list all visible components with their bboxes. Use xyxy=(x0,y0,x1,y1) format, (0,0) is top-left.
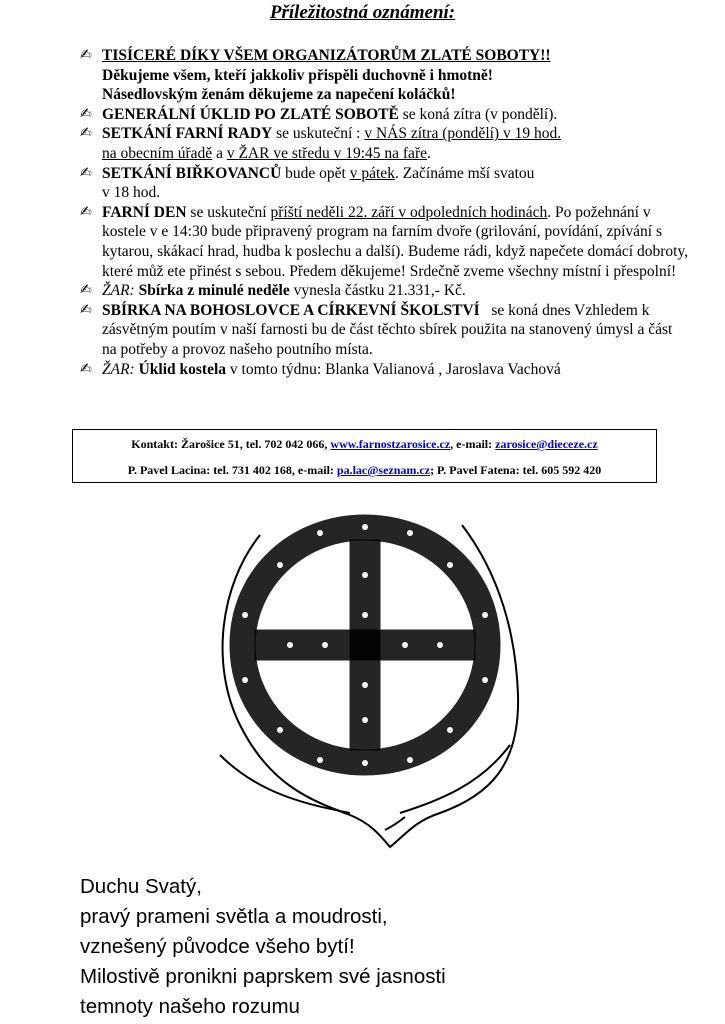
farni-heading: FARNÍ DEN xyxy=(102,203,187,221)
contact-box xyxy=(72,429,657,483)
farni-text: se uskuteční xyxy=(190,203,267,221)
list-item-farni-den: ✍ FARNÍ DEN se uskuteční příští neděli 22. září v odpoledních hodinách. Po požehnání v kostele v e 14:30 bude připravený program na farním dvoře (grilování, povídání, zpívání s kytarou, skákací hrad, hudba k poslechu a další). Budeme rádi, když napečete domácí dobroty, které můž ete přinést s sebou. Předem děkujeme! Srdečně zveme všechny místní i přespolní! xyxy=(80,203,689,280)
contact-line xyxy=(73,437,656,452)
birkovanci-time: v 18 hod. xyxy=(102,184,161,202)
dove-of-people-icon xyxy=(200,495,530,855)
thanks-heading: TISÍCERÉ DÍKY VŠEM ORGANIZÁTORŮM ZLATÉ SOBOTY!! xyxy=(102,47,551,64)
birkovanci-heading: SETKÁNÍ BIŘKOVANCŮ xyxy=(102,164,282,182)
council-nas-place: na obecním úřadě xyxy=(102,144,213,162)
list-item-sbirka xyxy=(80,281,690,301)
thanks-line: Děkujeme všem, kteří jakkoliv přispěli duchovně i hmotně! xyxy=(102,66,493,84)
website-link[interactable]: www.farnostzarosice.cz xyxy=(330,437,451,451)
birkovanci-day: v pátek xyxy=(349,164,395,182)
sbirka-heading: Sbírka z minulé neděle xyxy=(138,282,290,300)
contact-lacina: P. Pavel Lacina: tel. 731 402 168, e-mail: xyxy=(127,463,334,477)
list-item-cleaning xyxy=(80,105,690,125)
uklid-text: v tomto týdnu: Blanka Valianová , Jaroslava Vachová xyxy=(229,360,561,378)
list-item-bohoslovce xyxy=(80,301,690,360)
farni-when: příští neděli 22. září v odpoledních hodinách xyxy=(270,203,548,221)
thanks-line: Násedlovským ženám děkujeme za napečení koláčků! xyxy=(102,86,456,104)
farni-program: Po požehnání v kostele v e 14:30 bude připravený program na farním dvoře (grilování, povídání, zpívání s kytarou, skákací hrad, hudba k poslechu a další). Budeme rádi, když napečete domácí dobroty, které můž ete přinést s sebou. Předem děkujeme! Srdečně zveme všechny místní i přespolní! xyxy=(102,203,689,280)
council-zar: v ŽAR ve středu v 19:45 na faře xyxy=(226,144,427,162)
cleaning-text: se koná zítra (v pondělí). xyxy=(402,105,558,123)
contact-fatena: ; P. Pavel Fatena: tel. 605 592 420 xyxy=(430,463,602,477)
bohoslovce-text: Vzhledem k zásvětným poutím v naší farnosti bu de část těchto sbírek použita na stanovený úmysl a část na potřeby a provoz našeho poutního místa. xyxy=(102,301,673,358)
birkovanci-text: bude opět xyxy=(285,164,346,182)
writing-hand-icon: ✍ xyxy=(80,47,92,63)
list-item-birkovanci xyxy=(80,164,690,203)
email-link[interactable]: pa.lac@seznam.cz xyxy=(336,463,431,477)
prayer-line: Duchu Svatý, xyxy=(80,875,202,898)
uklid-heading: Úklid kostela xyxy=(138,360,227,378)
email-link[interactable]: zarosice@dieceze.cz xyxy=(495,437,598,451)
cleaning-heading: GENERÁLNÍ ÚKLID PO ZLATÉ SOBOTĚ xyxy=(102,105,399,123)
contact-address: Kontakt: Žarošice 51, tel. 702 042 066, xyxy=(131,437,328,451)
writing-hand-icon: ✍ xyxy=(80,164,92,181)
writing-hand-icon: ✍ xyxy=(80,360,92,377)
birkovanci-text: . Začínáme mší svatou xyxy=(394,164,535,182)
council-nas: v NÁS zítra (pondělí) v 19 hod. xyxy=(364,125,562,143)
list-item-thanks xyxy=(80,46,690,105)
bohoslovce-text: se koná dnes xyxy=(491,301,571,319)
prayer xyxy=(80,872,680,1022)
writing-hand-icon: ✍ xyxy=(80,105,92,122)
page-title: Příležitostná oznámení: xyxy=(269,2,456,23)
writing-hand-icon: ✍ xyxy=(80,282,92,299)
council-text: se uskuteční : xyxy=(276,125,361,143)
prayer-line: pravý prameni světla a moudrosti, xyxy=(80,905,388,928)
prayer-line: vznešený původce všeho bytí! xyxy=(80,935,355,958)
uklid-prefix: ŽAR: xyxy=(102,360,135,378)
prayer-line: temnoty našeho rozumu xyxy=(80,995,300,1018)
prayer-line: Milostivě pronikni paprskem své jasnosti xyxy=(80,965,446,988)
council-end: . xyxy=(426,144,431,162)
bohoslovce-heading: SBÍRKA NA BOHOSLOVCE A CÍRKEVNÍ ŠKOLSTVÍ xyxy=(102,301,480,319)
sbirka-prefix: ŽAR: xyxy=(102,282,135,300)
council-and: a xyxy=(216,144,223,162)
list-item-council xyxy=(80,124,690,163)
email-label: , e-mail: xyxy=(450,437,493,451)
sbirka-text: vynesla částku 21.331,- Kč. xyxy=(293,282,466,300)
writing-hand-icon: ✍ xyxy=(80,301,92,318)
contact-line xyxy=(73,463,656,478)
writing-hand-icon: ✍ xyxy=(80,203,92,220)
announcement-list xyxy=(80,46,690,379)
council-heading: SETKÁNÍ FARNÍ RADY xyxy=(102,125,273,143)
writing-hand-icon: ✍ xyxy=(80,125,92,142)
list-item-uklid xyxy=(80,360,690,380)
